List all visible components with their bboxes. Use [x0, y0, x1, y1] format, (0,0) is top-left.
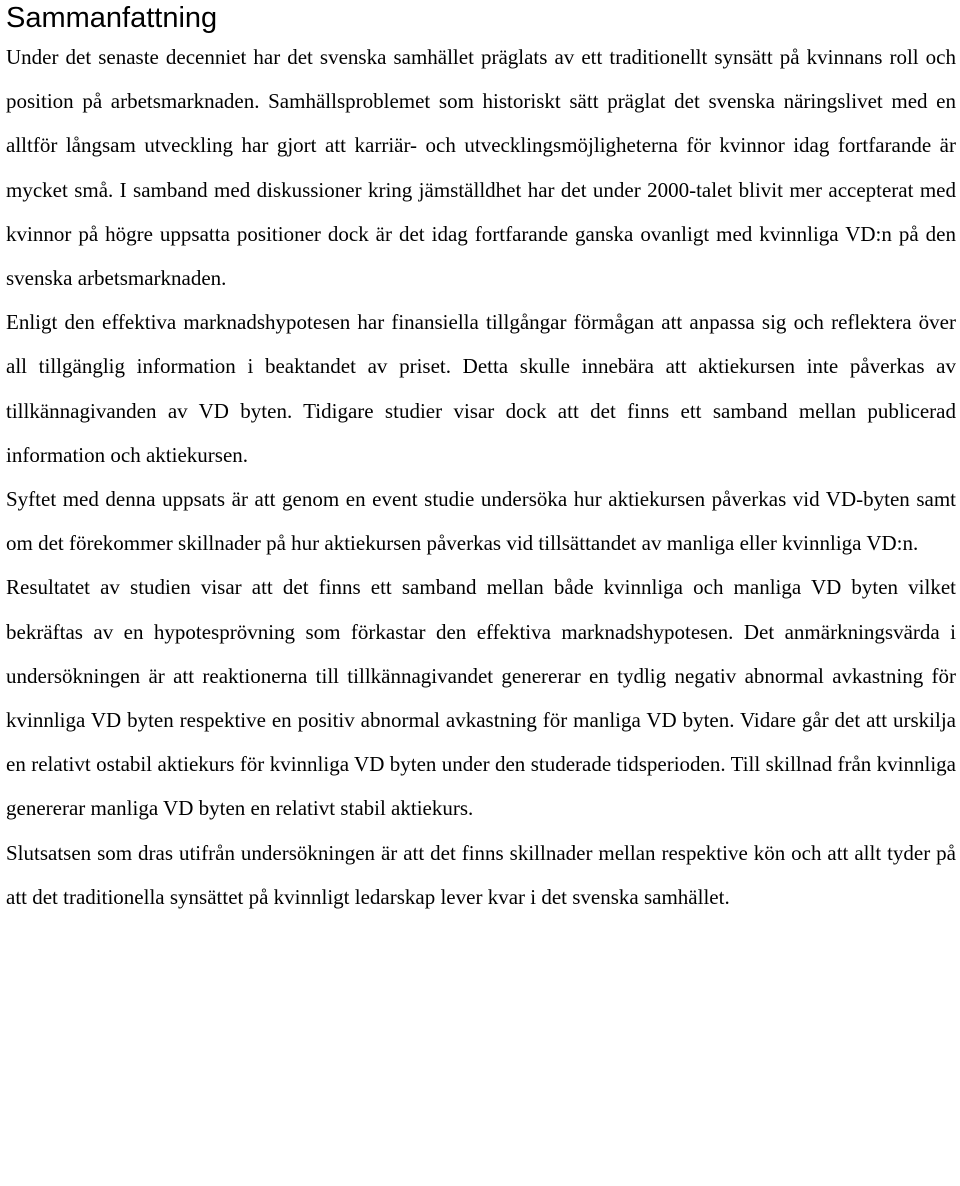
- paragraph-results: Resultatet av studien visar att det finns ett samband mellan både kvinnliga och manliga VD byten vilket bekräftas av en hypotesprövning som förkastar den effektiva marknadshypotesen. Det anmärkningsvärda i undersökningen är att reaktionerna till tillkännagivandet genererar en tydlig negativ abnormal avkastning för kvinnliga VD byten respektive en positiv abnormal avkastning för manliga VD byten. Vidare går det att urskilja en relativt ostabil aktiekurs för kvinnliga VD byten under den studerade tidsperioden. Till skillnad från kvinnliga genererar manliga VD byten en relativt stabil aktiekurs.: [6, 575, 956, 821]
- document-page: [6, 0, 956, 919]
- paragraph-purpose: Syftet med denna uppsats är att genom en event studie undersöka hur aktiekursen påverkas vid VD-byten samt om det förekommer skillnader på hur aktiekursen påverkas vid tillsättandet av manliga eller kvinnliga VD:n.: [6, 487, 956, 556]
- paragraph-background: Under det senaste decenniet har det svenska samhället präglats av ett traditionellt synsätt på kvinnans roll och position på arbetsmarknaden. Samhällsproblemet som historiskt sätt präglat det svenska näringslivet med en alltför långsam utveckling har gjort att karriär- och utvecklingsmöjligheterna för kvinnor idag fortfarande är mycket små. I samband med diskussioner kring jämställdhet har det under 2000-talet blivit mer accepterat med kvinnor på högre uppsatta positioner dock är det idag fortfarande ganska ovanligt med kvinnliga VD:n på den svenska arbetsmarknaden.: [6, 45, 956, 291]
- paragraph-conclusion: Slutsatsen som dras utifrån undersökningen är att det finns skillnader mellan respektive kön och att allt tyder på att det traditionella synsättet på kvinnligt ledarskap lever kvar i det svenska samhället.: [6, 840, 956, 909]
- paragraph-market-hypothesis: Enligt den effektiva marknadshypotesen har finansiella tillgångar förmågan att anpassa sig och reflektera över all tillgänglig information i beaktandet av priset. Detta skulle innebära att aktiekursen inte påverkas av tillkännagivanden av VD byten. Tidigare studier visar dock att det finns ett samband mellan publicerad information och aktiekursen.: [6, 310, 956, 467]
- page-title: Sammanfattning: [6, 2, 218, 34]
